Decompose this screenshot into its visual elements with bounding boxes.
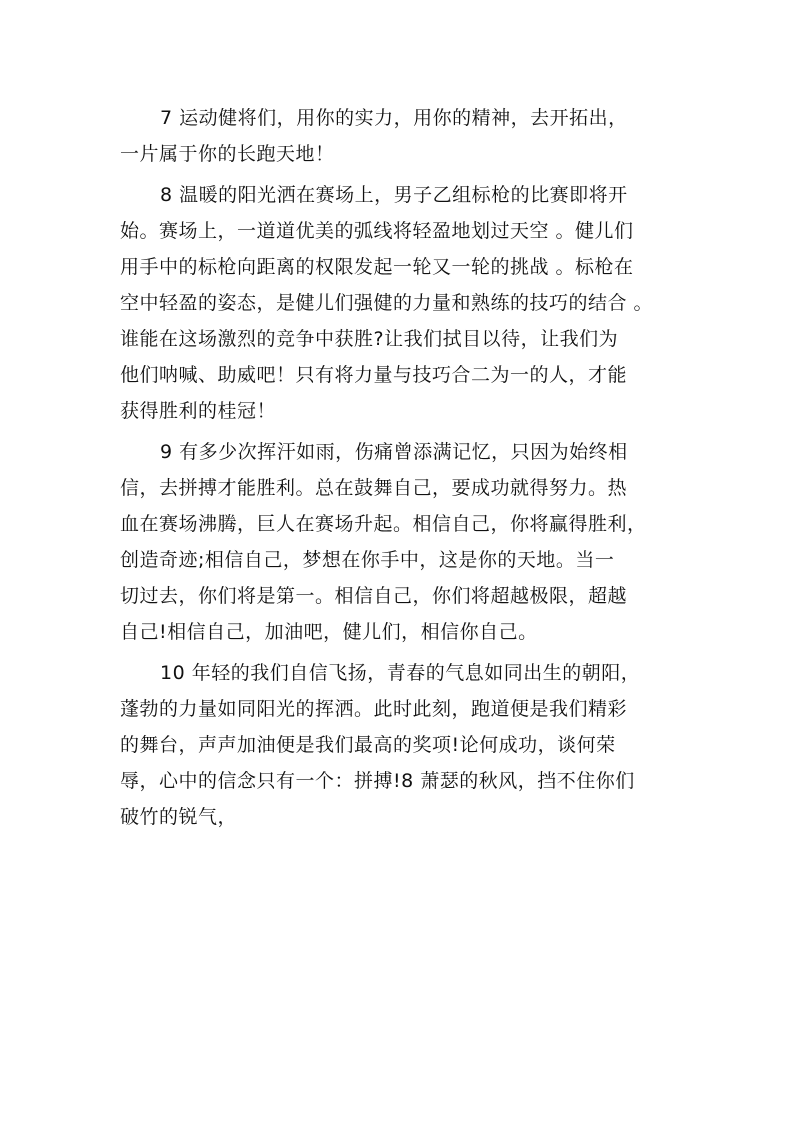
paragraph-line: 蓬勃的力量如同阳光的挥洒。此时此刻，跑道便是我们精彩 — [120, 698, 628, 720]
paragraph-line: 空中轻盈的姿态，是健儿们强健的力量和熟练的技巧的结合 。 — [120, 292, 654, 314]
paragraph-line: 破竹的锐气， — [120, 806, 238, 828]
paragraph-line: 创造奇迹;相信自己，梦想在你手中，这是你的天地。当一 — [120, 549, 615, 571]
paragraph-line: 信，去拼搏才能胜利。总在鼓舞自己，要成功就得努力。热 — [120, 477, 628, 499]
paragraph-8 — [120, 177, 680, 429]
paragraph-line: 辱，心中的信念只有一个：拼搏!8 萧瑟的秋风，挡不住你们 — [120, 770, 635, 792]
paragraph-line: 9 有多少次挥汗如雨，伤痛曾添满记忆，只因为始终相 — [160, 441, 628, 463]
paragraph-line: 7 运动健将们，用你的实力，用你的精神，去开拓出， — [160, 107, 628, 129]
paragraph-line: 8 温暖的阳光洒在赛场上，男子乙组标枪的比赛即将开 — [160, 184, 628, 206]
paragraph-line: 谁能在这场激烈的竞争中获胜?让我们拭目以待，让我们为 — [120, 328, 619, 350]
paragraph-line: 他们呐喊、助威吧！只有将力量与技巧合二为一的人，才能 — [120, 364, 628, 386]
paragraph-line: 自己!相信自己，加油吧，健儿们，相信你自己。 — [120, 621, 538, 643]
paragraph-line: 10 年轻的我们自信飞扬，青春的气息如同出生的朝阳， — [160, 662, 641, 684]
paragraph-10 — [120, 655, 680, 835]
paragraph-7 — [120, 100, 680, 172]
paragraph-9 — [120, 434, 680, 650]
paragraph-line: 用手中的标枪向距离的权限发起一轮又一轮的挑战 。标枪在 — [120, 256, 634, 278]
paragraph-line: 血在赛场沸腾，巨人在赛场升起。相信自己，你将赢得胜利， — [120, 513, 647, 535]
paragraph-line: 一片属于你的长跑天地！ — [120, 143, 335, 165]
paragraph-line: 获得胜利的桂冠！ — [120, 400, 277, 422]
paragraph-line: 的舞台，声声加油便是我们最高的奖项!论何成功，谈何荣 — [120, 734, 616, 756]
document-body — [120, 100, 680, 835]
paragraph-line: 切过去，你们将是第一。相信自己，你们将超越极限，超越 — [120, 585, 628, 607]
paragraph-line: 始。赛场上，一道道优美的弧线将轻盈地划过天空 。健儿们 — [120, 220, 634, 242]
